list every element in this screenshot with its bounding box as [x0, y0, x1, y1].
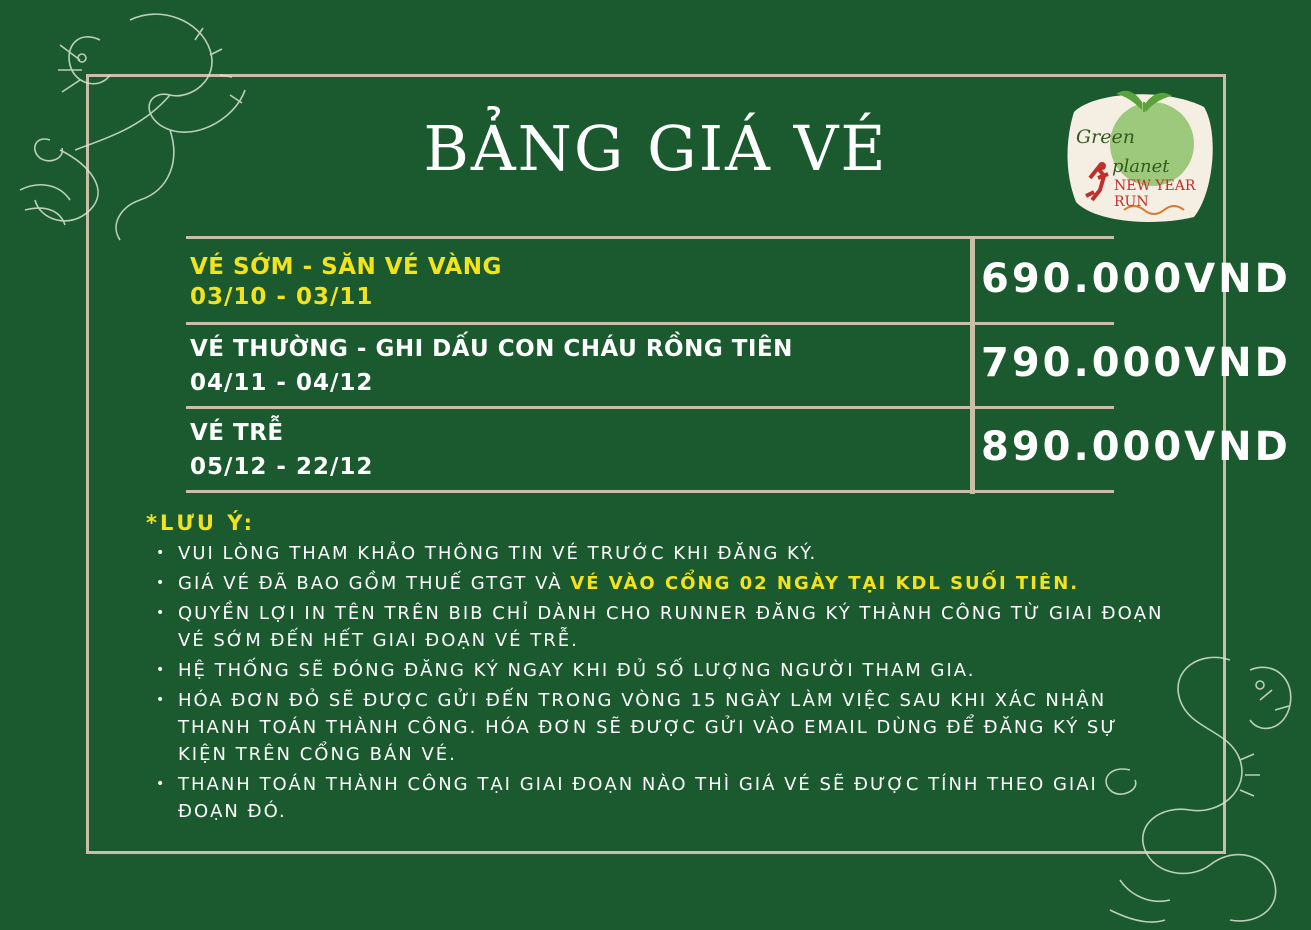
logo-line-2: planet	[1112, 156, 1170, 177]
ticket-price-late: 890.000VND	[981, 424, 1291, 470]
price-table	[186, 236, 1291, 494]
logo-line-3: NEW YEAR RUN	[1114, 178, 1196, 210]
notes-title: *LƯU Ý:	[146, 511, 256, 535]
bullet-icon: •	[156, 575, 167, 591]
page-title: BẢNG GIÁ VÉ	[423, 112, 888, 185]
bullet-icon: •	[156, 662, 167, 678]
note-text: GIÁ VÉ ĐÃ BAO GỒM THUẾ GTGT VÀ	[178, 573, 571, 594]
note-text: QUYỀN LỢI IN TÊN TRÊN BIB CHỈ DÀNH CHO RUNNER ĐĂNG KÝ THÀNH CÔNG TỪ GIAI ĐOẠN VÉ SỚM ĐẾN HẾT GIAI ĐOẠN VÉ TRỄ.	[178, 603, 1164, 651]
note-text: VUI LÒNG THAM KHẢO THÔNG TIN VÉ TRƯỚC KHI ĐĂNG KÝ.	[178, 543, 818, 564]
note-suffix: .	[1070, 573, 1080, 594]
bullet-icon: •	[156, 605, 167, 621]
bullet-icon: •	[156, 692, 167, 708]
note-text: THANH TOÁN THÀNH CÔNG TẠI GIAI ĐOẠN NÀO THÌ GIÁ VÉ SẼ ĐƯỢC TÍNH THEO GIAI ĐOẠN ĐÓ.	[178, 774, 1098, 822]
logo-line-1: Green	[1076, 126, 1135, 148]
list-item	[156, 570, 1166, 597]
list-item	[156, 771, 1166, 825]
note-text: HỆ THỐNG SẼ ĐÓNG ĐĂNG KÝ NGAY KHI ĐỦ SỐ LƯỢNG NGƯỜI THAM GIA.	[178, 660, 976, 681]
ticket-dates-regular: 04/11 - 04/12	[190, 370, 374, 396]
ticket-label-late: VÉ TRỄ	[190, 420, 284, 446]
ticket-price-early: 690.000VND	[981, 256, 1291, 302]
bullet-icon: •	[156, 776, 167, 792]
list-item	[156, 687, 1166, 768]
ticket-label-regular: VÉ THƯỜNG - GHI DẤU CON CHÁU RỒNG TIÊN	[190, 336, 793, 362]
note-text: HÓA ĐƠN ĐỎ SẼ ĐƯỢC GỬI ĐẾN TRONG VÒNG 15 NGÀY LÀM VIỆC SAU KHI XÁC NHẬN THANH TOÁN THÀNH CÔNG. HÓA ĐƠN SẼ ĐƯỢC GỬI VÀO EMAIL DÙNG ĐỂ ĐĂNG KÝ SỰ KIỆN TRÊN CỔNG BÁN VÉ.	[178, 690, 1118, 765]
list-item	[156, 540, 1166, 567]
table-column-divider	[970, 236, 975, 494]
notes-list	[156, 540, 1166, 828]
bullet-icon: •	[156, 545, 167, 561]
ticket-price-regular: 790.000VND	[981, 340, 1291, 386]
note-highlight: VÉ VÀO CỔNG 02 NGÀY TẠI KDL SUỐI TIÊN	[570, 573, 1071, 594]
list-item	[156, 657, 1166, 684]
ticket-dates-early: 03/10 - 03/11	[190, 284, 374, 310]
ticket-dates-late: 05/12 - 22/12	[190, 454, 374, 480]
list-item	[156, 600, 1166, 654]
ticket-label-early: VÉ SỚM - SĂN VÉ VÀNG	[190, 254, 502, 280]
green-planet-runner-logo	[1064, 82, 1220, 226]
